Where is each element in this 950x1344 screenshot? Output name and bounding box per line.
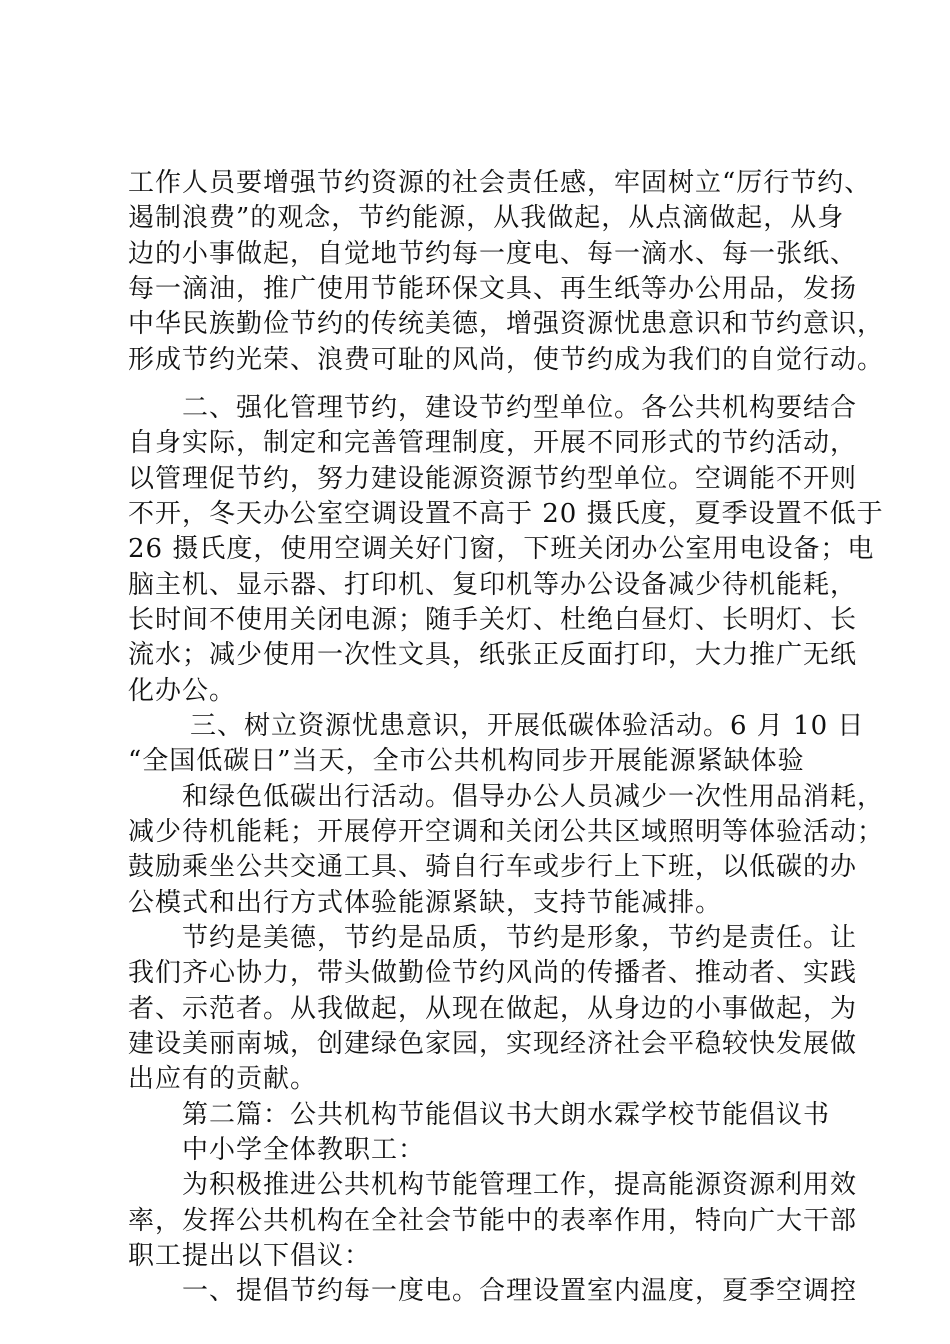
text-line: “全国低碳日”当天，全市公共机构同步开展能源紧缺体验: [128, 746, 805, 776]
text-line: 以管理促节约，努力建设能源资源节约型单位。空调能不开则: [128, 464, 858, 494]
text-line: 鼓励乘坐公共交通工具、骑自行车或步行上下班，以低碳的办: [128, 852, 858, 882]
text-line: 自身实际，制定和完善管理制度，开展不同形式的节约活动，: [128, 428, 858, 458]
text-line: 出应有的贡献。: [128, 1064, 318, 1094]
text-line: 者、示范者。从我做起，从现在做起，从身边的小事做起，为: [128, 994, 858, 1024]
paragraph-heading-1: 一、提倡节约每一度电。合理设置室内温度，夏季空调控: [182, 1276, 858, 1306]
text-line: 和绿色低碳出行活动。倡导办公人员减少一次性用品消耗，: [182, 782, 885, 812]
paragraph-heading-3: 三、树立资源忧患意识，开展低碳体验活动。6 月 10 日: [190, 711, 865, 741]
text-line: 我们齐心协力，带头做勤俭节约风尚的传播者、推动者、实践: [128, 958, 858, 988]
text-line: 长时间不使用关闭电源；随手关灯、杜绝白昼灯、长明灯、长: [128, 605, 858, 635]
text-line: 建设美丽南城，创建绿色家园，实现经济社会平稳较快发展做: [128, 1029, 858, 1059]
text-line: 流水；减少使用一次性文具，纸张正反面打印，大力推广无纸: [128, 640, 858, 670]
text-line: 形成节约光荣、浪费可耻的风尚，使节约成为我们的自觉行动。: [128, 345, 885, 375]
text-line: 中华民族勤俭节约的传统美德，增强资源忧患意识和节约意识，: [128, 309, 885, 339]
text-line: 每一滴油，推广使用节能环保文具、再生纸等办公用品，发扬: [128, 274, 858, 304]
paragraph-heading-2: 二、强化管理节约，建设节约型单位。各公共机构要结合: [182, 393, 858, 423]
text-line: 化办公。: [128, 676, 237, 706]
text-line: 边的小事做起，自觉地节约每一度电、每一滴水、每一张纸、: [128, 239, 858, 269]
paragraph-start: 为积极推进公共机构节能管理工作，提高能源资源利用效: [182, 1170, 858, 1200]
section-title: 第二篇：公共机构节能倡议书大朗水霖学校节能倡议书: [182, 1100, 831, 1130]
text-line: 公模式和出行方式体验能源紧缺，支持节能减排。: [128, 888, 723, 918]
text-line: 不开，冬天办公室空调设置不高于 20 摄氏度，夏季设置不低于: [128, 499, 884, 529]
text-line: 率，发挥公共机构在全社会节能中的表率作用，特向广大干部: [128, 1206, 858, 1236]
paragraph-start: 节约是美德，节约是品质，节约是形象，节约是责任。让: [182, 923, 858, 953]
salutation: 中小学全体教职工：: [182, 1135, 426, 1165]
text-line: 脑主机、显示器、打印机、复印机等办公设备减少待机能耗，: [128, 570, 858, 600]
text-line: 减少待机能耗；开展停开空调和关闭公共区域照明等体验活动；: [128, 817, 885, 847]
text-line: 遏制浪费”的观念，节约能源，从我做起，从点滴做起，从身: [128, 203, 845, 233]
text-line: 工作人员要增强节约资源的社会责任感，牢固树立“厉行节约、: [128, 168, 872, 198]
text-line: 职工提出以下倡议：: [128, 1241, 372, 1271]
text-line: 26 摄氏度，使用空调关好门窗，下班关闭办公室用电设备；电: [128, 534, 875, 564]
